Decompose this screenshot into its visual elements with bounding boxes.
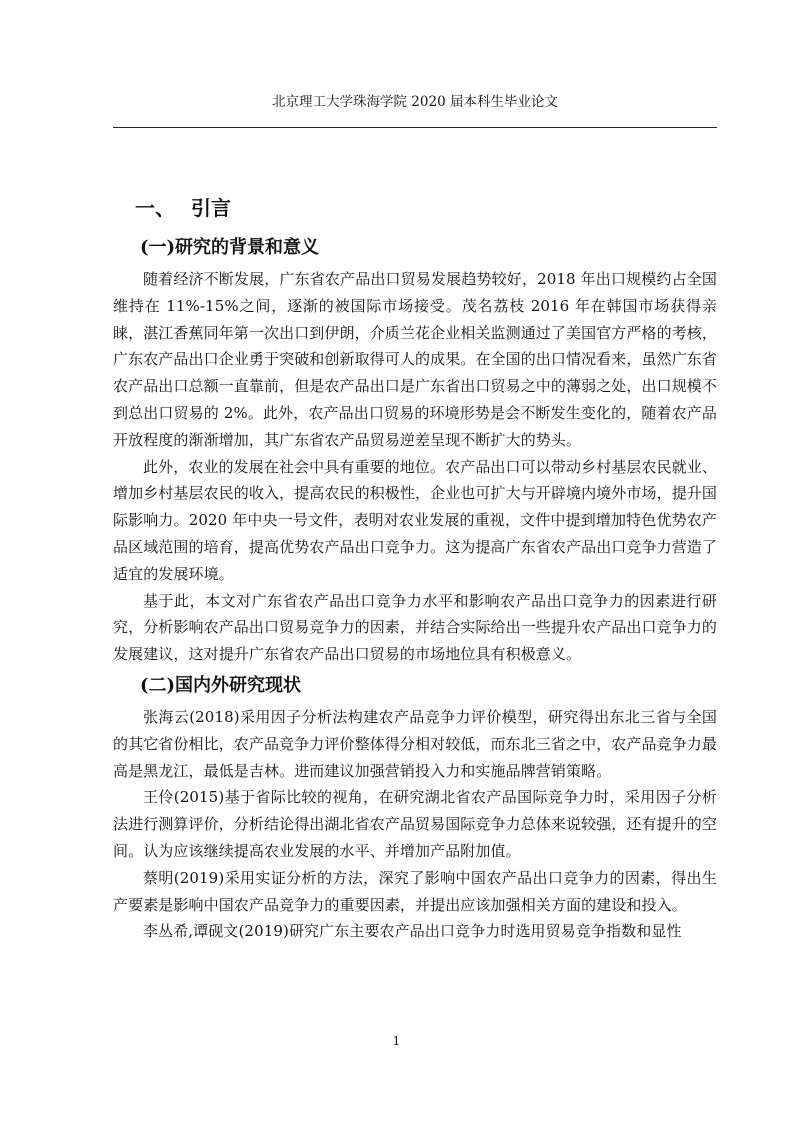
paragraph: 王伶(2015)基于省际比较的视角，在研究湖北省农产品国际竞争力时，采用因子分析法进行测算评价，分析结论得出湖北省农产品贸易国际竞争力总体来说较强，还有提升的空间。认为应该继续提高农业发展的水平、并增加产品附加值。 (113, 788, 718, 860)
paragraph: 张海云(2018)采用因子分析法构建农产品竞争力评价模型，研究得出东北三省与全国的其它省份相比，农产品竞争力评价整体得分相对较低，而东北三省之中，农产品竞争力最高是黑龙江，最低是吉林。进而建议加强营销投入力和实施品牌营销策略。 (113, 707, 718, 780)
header-divider (113, 127, 717, 128)
section-heading (135, 190, 717, 230)
paragraph: 随着经济不断发展，广东省农产品出口贸易发展趋势较好，2018 年出口规模约占全国维持在 11%-15%之间，逐渐的被国际市场接受。茂名荔枝 2016 年在韩国市场获得亲睐，湛江香蕉同年第一次出口到伊朗，介质兰花企业相关监测通过了美国官方严格的考核，广东农产品出口企业勇于突破和创新取得可人的成果。在全国的出口情况看来，虽然广东省农产品出口总额一直靠前，但是农产品出口是广东省出口贸易之中的薄弱之处，出口规模不到总出口贸易的 2%。此外，农产品出口贸易的环境形势是会不断发生变化的，随着农产品开放程度的渐渐增加，其广东省农产品贸易逆差呈现不断扩大的势头。 (113, 270, 718, 449)
subsection-heading-background: (一)研究的背景和意义 (140, 237, 320, 258)
section-title: 引言 (191, 196, 231, 220)
paragraph: 蔡明(2019)采用实证分析的方法，深究了影响中国农产品出口竞争力的因素，得出生产要素是影响中国农产品竞争力的重要因素，并提出应该加强相关方面的建设和投入。 (113, 868, 717, 914)
paragraph: 李丛希,谭砚文(2019)研究广东主要农产品出口竞争力时选用贸易竞争指数和显性 (143, 922, 682, 941)
paragraph: 基于此，本文对广东省农产品出口竞争力水平和影响农产品出口竞争力的因素进行研究，分析影响农产品出口贸易竞争力的因素，并结合实际给出一些提升农产品出口竞争力的发展建议，这对提升广东省农产品出口贸易的市场地位具有积极意义。 (113, 591, 718, 664)
paragraph: 此外，农业的发展在社会中具有重要的地位。农产品出口可以带动乡村基层农民就业、增加乡村基层农民的收入，提高农民的积极性，企业也可扩大与开辟境内境外市场，提升国际影响力。2020 年中央一号文件，表明对农业发展的重视，文件中提到增加特色优势农产品区域范围的培育，提高优势农产品出口竞争力。这为提高广东省农产品出口竞争力营造了适宜的发展环境。 (113, 457, 718, 583)
page-number: 1 (392, 1034, 401, 1048)
body-content (113, 190, 717, 945)
section-number: 一、 (135, 196, 175, 220)
subsection-heading-literature: (二)国内外研究现状 (140, 674, 302, 696)
running-header: 北京理工大学珠海学院 2020 届本科生毕业论文 (272, 94, 558, 110)
